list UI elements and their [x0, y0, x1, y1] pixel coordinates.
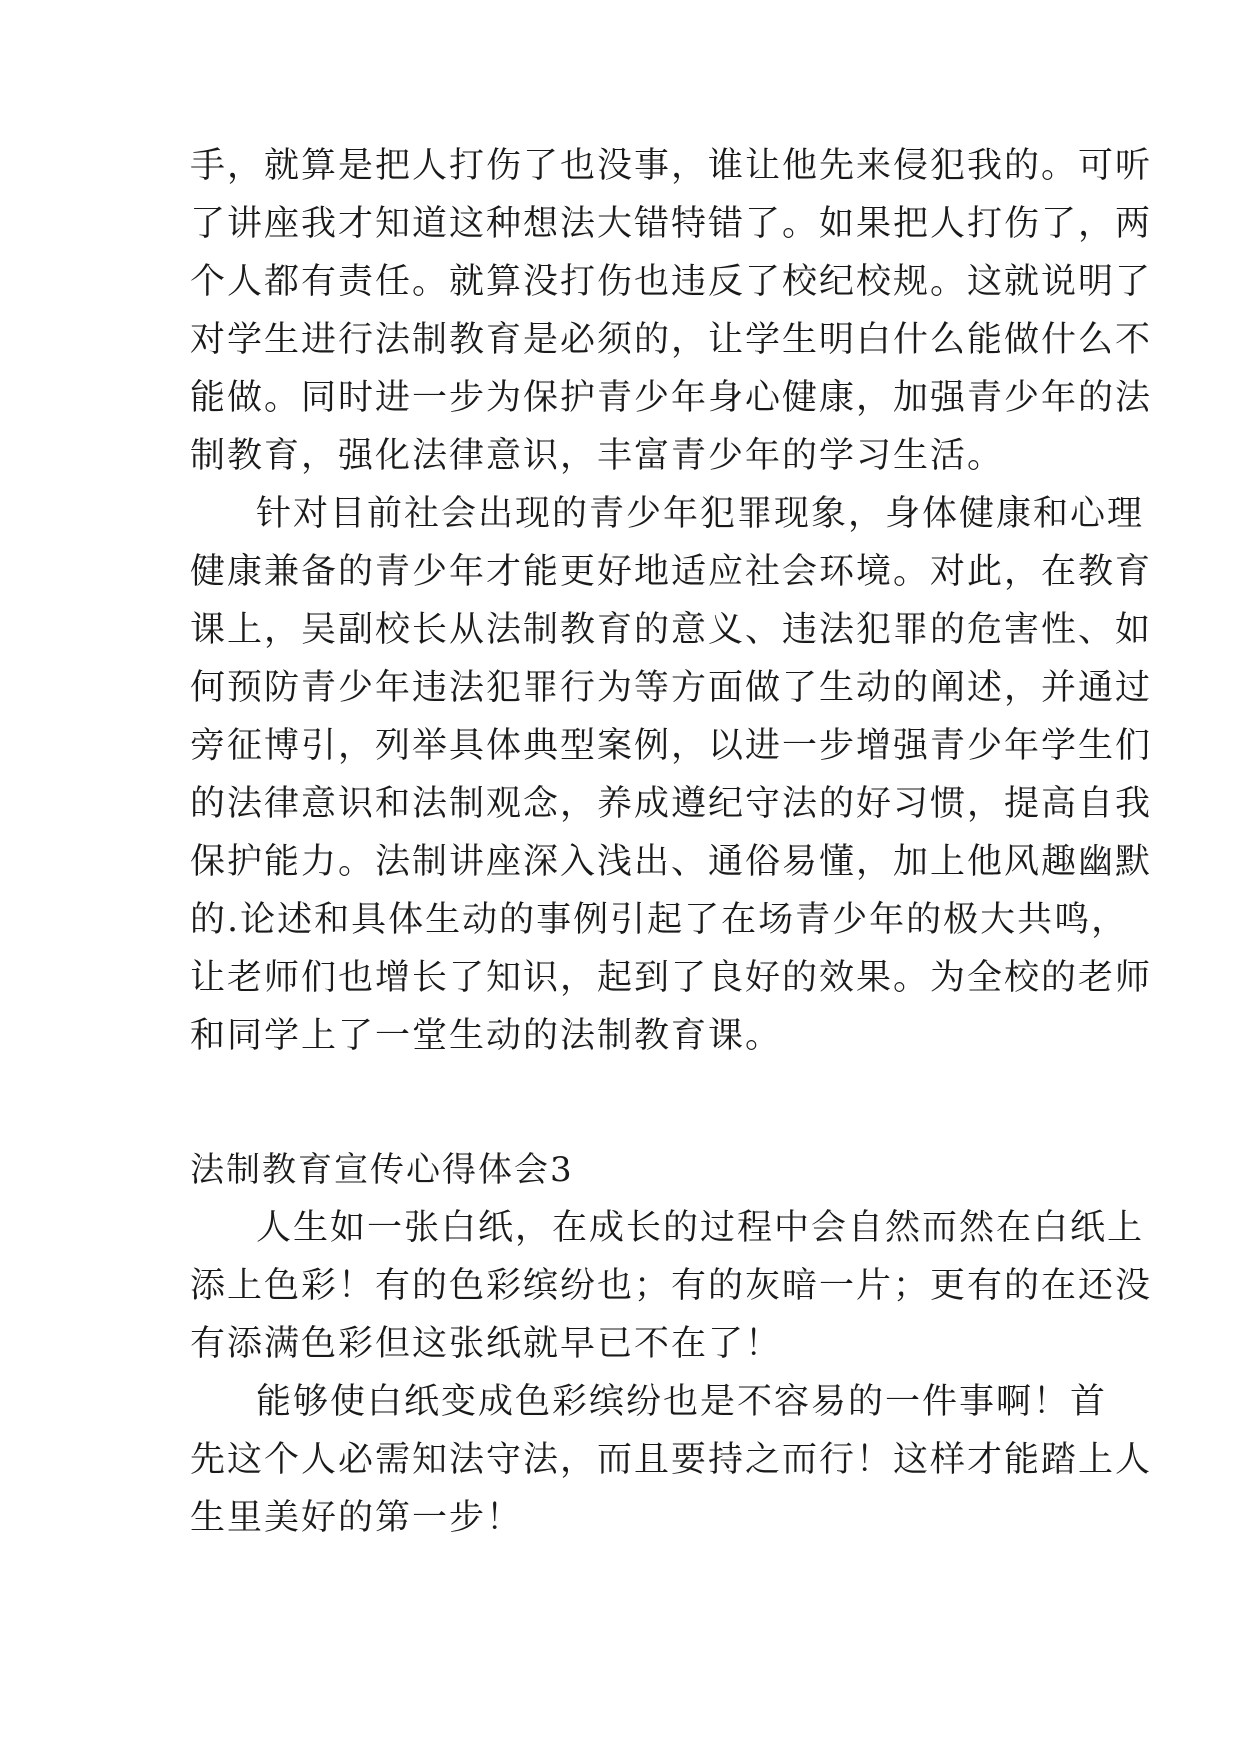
- section-spacer: [190, 1065, 1060, 1141]
- text-line: 和同学上了一堂生动的法制教育课。: [190, 1016, 783, 1056]
- paragraph-3: [190, 1199, 1153, 1373]
- text-line: 人生如一张白纸，在成长的过程中会自然而然在白纸上: [256, 1208, 1145, 1248]
- text-line: 手，就算是把人打伤了也没事，谁让他先来侵犯我的。可听: [190, 146, 1153, 186]
- text-line: 生里美好的第一步！: [190, 1498, 524, 1538]
- text-line: 保护能力。法制讲座深入浅出、通俗易懂，加上他风趣幽默: [190, 842, 1153, 882]
- text-line: 旁征博引，列举具体典型案例，以进一步增强青少年学生们: [190, 726, 1153, 766]
- section-heading: 法制教育宣传心得体会3: [190, 1150, 574, 1190]
- paragraph-1: [190, 137, 1153, 485]
- text-line: 有添满色彩但这张纸就早已不在了！: [190, 1324, 783, 1364]
- text-line: 何预防青少年违法犯罪行为等方面做了生动的阐述，并通过: [190, 668, 1153, 708]
- text-line: 能够使白纸变成色彩缤纷也是不容易的一件事啊！首: [256, 1382, 1108, 1422]
- paragraph-4: [190, 1373, 1153, 1547]
- text-line: 的.论述和具体生动的事例引起了在场青少年的极大共鸣，: [190, 900, 1129, 940]
- text-line: 了讲座我才知道这种想法大错特错了。如果把人打伤了，两: [190, 204, 1153, 244]
- text-line: 制教育，强化法律意识，丰富青少年的学习生活。: [190, 436, 1005, 476]
- text-line: 的法律意识和法制观念，养成遵纪守法的好习惯，提高自我: [190, 784, 1153, 824]
- paragraph-2: [190, 485, 1153, 1065]
- text-line: 先这个人必需知法守法，而且要持之而行！这样才能踏上人: [190, 1440, 1153, 1480]
- text-line: 对学生进行法制教育是必须的，让学生明白什么能做什么不: [190, 320, 1153, 360]
- text-line: 能做。同时进一步为保护青少年身心健康，加强青少年的法: [190, 378, 1153, 418]
- text-line: 课上，吴副校长从法制教育的意义、违法犯罪的危害性、如: [190, 610, 1153, 650]
- text-line: 让老师们也增长了知识，起到了良好的效果。为全校的老师: [190, 958, 1153, 998]
- text-line: 健康兼备的青少年才能更好地适应社会环境。对此，在教育: [190, 552, 1153, 592]
- text-line: 个人都有责任。就算没打伤也违反了校纪校规。这就说明了: [190, 262, 1153, 302]
- text-line: 添上色彩！有的色彩缤纷也；有的灰暗一片；更有的在还没: [190, 1266, 1153, 1306]
- document-body: [190, 137, 1153, 1547]
- text-line: 针对目前社会出现的青少年犯罪现象，身体健康和心理: [256, 494, 1145, 534]
